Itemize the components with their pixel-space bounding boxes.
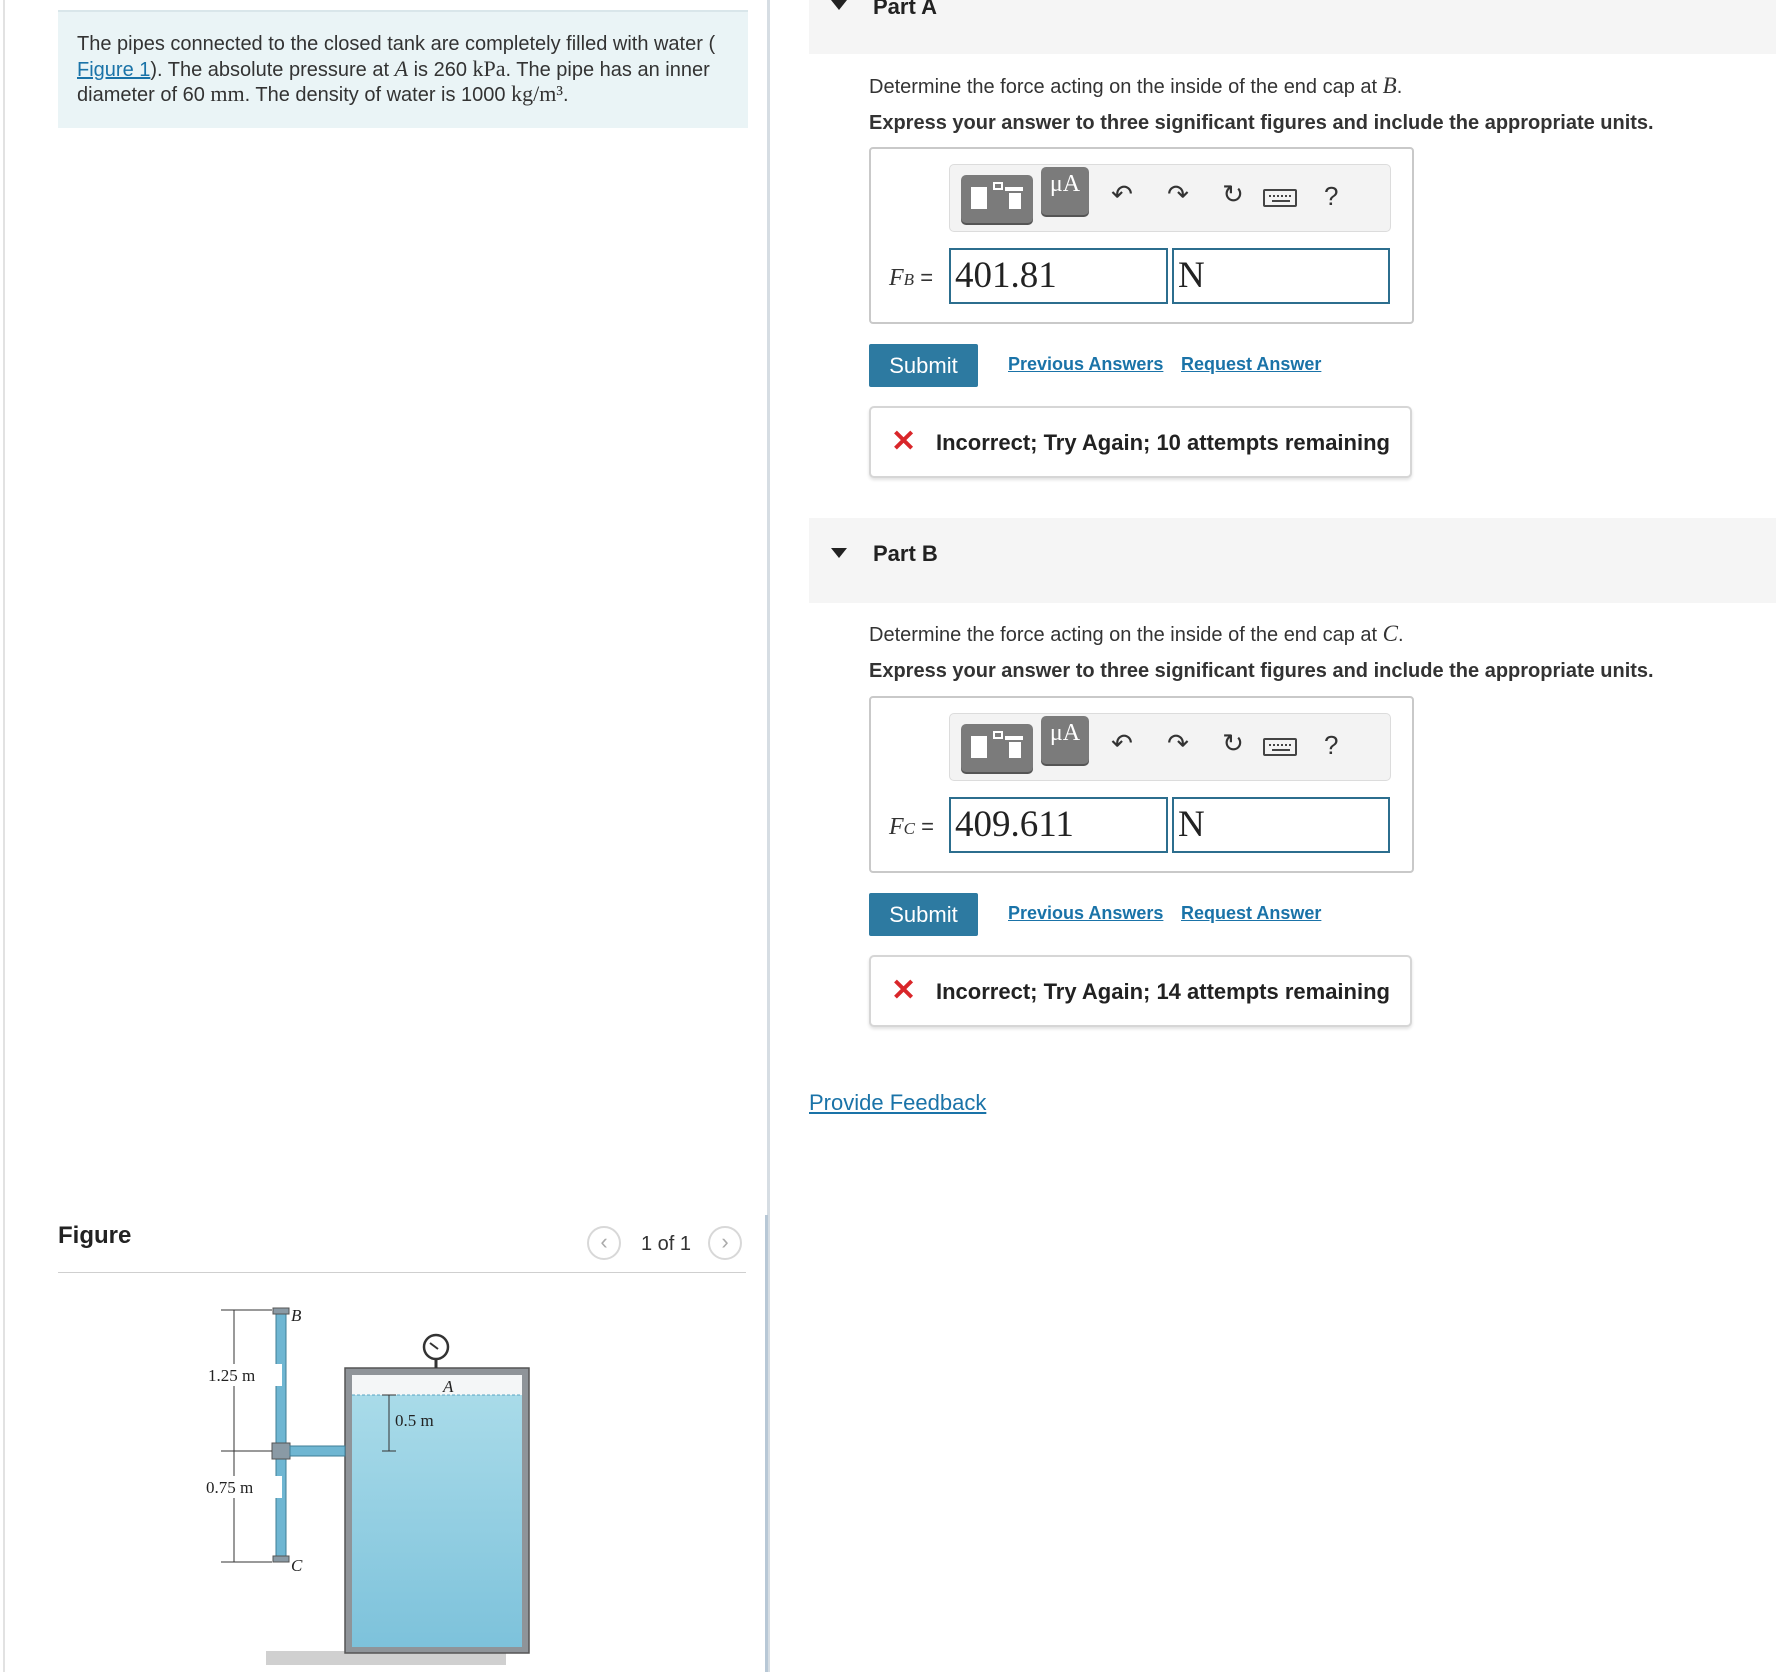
figure-title: Figure (58, 1222, 132, 1249)
panel-scrollbar[interactable] (765, 1215, 768, 1672)
label-dim-bottom: 0.75 m (206, 1478, 254, 1497)
pipe-tee (272, 1443, 290, 1459)
figure-divider (58, 1272, 746, 1273)
collapse-triangle-icon[interactable] (831, 548, 847, 558)
part-b-toolbar (949, 713, 1391, 781)
part-a-unit-input[interactable]: N (1172, 248, 1390, 304)
label-B: B (291, 1306, 302, 1325)
part-b-title: Part B (873, 541, 938, 566)
vertical-pipe (276, 1310, 286, 1560)
tank-water (352, 1395, 522, 1647)
part-a-feedback (869, 406, 1412, 478)
label-C: C (291, 1556, 303, 1575)
undo-icon[interactable]: ↶ (1111, 728, 1133, 758)
units-button[interactable]: μA (1041, 167, 1089, 215)
keyboard-icon[interactable] (1263, 189, 1297, 207)
part-b-instruction: Express your answer to three significant figures and include the appropriate units. (869, 660, 1654, 682)
part-a-instruction: Express your answer to three significant figures and include the appropriate units. (869, 112, 1654, 134)
part-a-title: Part A (873, 0, 937, 19)
templates-button[interactable] (961, 175, 1033, 223)
end-cap-B (273, 1308, 289, 1314)
part-a-value-input[interactable]: 401.81 (949, 248, 1168, 304)
collapse-triangle-icon[interactable] (831, 0, 847, 10)
part-b-value-input[interactable]: 409.611 (949, 797, 1168, 853)
part-a-variable: FB = (889, 265, 934, 291)
help-icon[interactable]: ? (1324, 730, 1339, 760)
part-b-feedback-text: Incorrect; Try Again; 14 attempts remaining (936, 979, 1390, 1004)
undo-icon[interactable]: ↶ (1111, 179, 1133, 209)
reset-icon[interactable]: ↻ (1222, 179, 1244, 209)
part-a-request-answer-link[interactable]: Request Answer (1181, 354, 1322, 374)
help-icon[interactable]: ? (1324, 181, 1339, 211)
redo-icon[interactable]: ↷ (1167, 728, 1189, 758)
part-a-previous-answers-link[interactable]: Previous Answers (1008, 354, 1164, 374)
figure-next-button[interactable] (708, 1226, 742, 1260)
part-b-feedback (869, 955, 1412, 1027)
label-A: A (443, 1377, 454, 1396)
part-b-question: Determine the force acting on the inside of the end cap at C. (869, 621, 1404, 646)
problem-statement: The pipes connected to the closed tank are completely filled with water ( Figure 1). The absolute pressure at A is 260 kPa. The pipe has an inner diameter of 60 mm. The density of water is 1000 kg/m³. (77, 33, 716, 106)
part-b-header[interactable] (809, 518, 1776, 603)
redo-icon[interactable]: ↷ (1167, 179, 1189, 209)
chevron-left-icon: ‹ (600, 1229, 608, 1254)
part-a-toolbar (949, 164, 1391, 232)
part-b-request-answer-link[interactable]: Request Answer (1181, 903, 1322, 923)
part-a-header[interactable] (809, 0, 1776, 54)
part-a-feedback-text: Incorrect; Try Again; 10 attempts remaining (936, 430, 1390, 455)
error-x-icon: ✕ (891, 974, 917, 1007)
label-depth: 0.5 m (395, 1411, 434, 1430)
figure-prev-button[interactable] (587, 1226, 621, 1260)
chevron-right-icon: › (721, 1229, 729, 1254)
horizontal-pipe (290, 1446, 345, 1456)
part-b-previous-answers-link[interactable]: Previous Answers (1008, 903, 1164, 923)
left-border (3, 0, 5, 1672)
keyboard-icon[interactable] (1263, 738, 1297, 756)
tank-figure (58, 1280, 698, 1672)
templates-button[interactable] (961, 724, 1033, 772)
part-b-variable: FC = (889, 814, 934, 840)
part-b-unit-input[interactable]: N (1172, 797, 1390, 853)
units-button[interactable]: μA (1041, 716, 1089, 764)
part-b-submit-button[interactable]: Submit (869, 893, 978, 936)
figure-link[interactable]: Figure 1 (77, 58, 151, 81)
part-a-question: Determine the force acting on the inside of the end cap at B. (869, 73, 1403, 98)
end-cap-C (273, 1556, 289, 1562)
figure-counter: 1 of 1 (641, 1233, 692, 1255)
error-x-icon: ✕ (891, 425, 917, 458)
part-a-submit-button[interactable]: Submit (869, 344, 978, 387)
label-dim-top: 1.25 m (208, 1366, 256, 1385)
provide-feedback-link[interactable]: Provide Feedback (809, 1090, 987, 1115)
reset-icon[interactable]: ↻ (1222, 728, 1244, 758)
